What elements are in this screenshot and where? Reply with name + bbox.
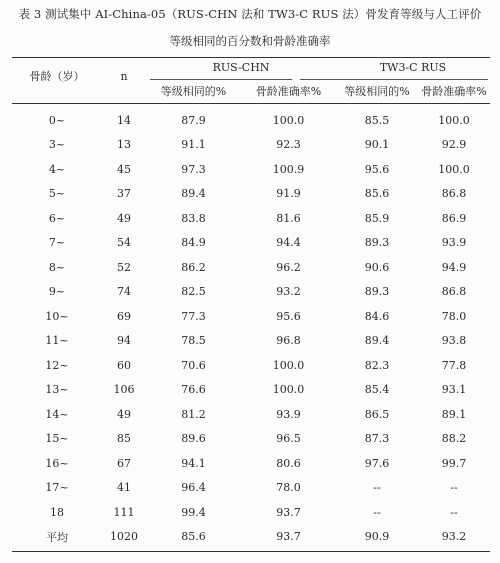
cell-tw3-acc: 100.0 — [438, 113, 470, 127]
cell-rus-acc: 93.2 — [276, 285, 301, 299]
table-row — [12, 500, 490, 525]
cell-tw3-acc: 86.8 — [441, 187, 467, 201]
cell-tw3-same: 90.6 — [364, 260, 390, 274]
cell-tw3-same: 90.1 — [364, 138, 390, 152]
cell-rus-same: 96.4 — [181, 481, 206, 495]
cell-rus-same: 91.1 — [181, 138, 206, 152]
table-row — [12, 476, 490, 501]
cell-n: 37 — [117, 187, 131, 201]
group-rule-tw3 — [300, 79, 488, 80]
cell-n: 85 — [117, 432, 131, 446]
cell-rus-same: 87.9 — [181, 113, 206, 127]
table-row — [12, 353, 490, 378]
cell-tw3-same: 87.3 — [364, 432, 390, 446]
table-row — [12, 157, 490, 182]
cell-rus-same: 97.3 — [181, 162, 206, 176]
cell-age: 9~ — [48, 285, 66, 299]
data-table — [12, 108, 490, 549]
cell-n: 67 — [117, 456, 131, 470]
cell-rus-same: 83.8 — [181, 211, 206, 225]
cell-age: 平均 — [46, 530, 68, 544]
cell-rus-acc: 78.0 — [276, 481, 301, 495]
cell-rus-same: 89.4 — [181, 187, 206, 201]
header-tw3-acc: 骨龄准确率% — [421, 85, 487, 98]
cell-tw3-same: 95.6 — [364, 162, 390, 176]
header-n: n — [120, 70, 128, 83]
cell-tw3-same: 89.3 — [364, 285, 390, 299]
table-body — [12, 108, 490, 549]
cell-rus-same: 89.6 — [181, 432, 206, 446]
header-rus-same: 等级相同的% — [160, 85, 227, 98]
cell-rus-acc: 94.4 — [276, 236, 301, 250]
cell-n: 54 — [117, 236, 131, 250]
table-row — [12, 378, 490, 403]
cell-n: 106 — [113, 383, 135, 397]
cell-n: 45 — [117, 162, 131, 176]
table-row — [12, 525, 490, 550]
cell-n: 111 — [113, 505, 135, 519]
cell-tw3-same: -- — [373, 481, 381, 495]
header-group-rus-chn: RUS-CHN — [212, 61, 270, 74]
cell-tw3-same: 85.4 — [364, 383, 390, 397]
cell-rus-acc: 100.0 — [272, 383, 305, 397]
cell-tw3-acc: -- — [450, 481, 458, 495]
cell-tw3-same: 82.3 — [364, 358, 390, 372]
cell-rus-acc: 81.6 — [276, 211, 301, 225]
cell-tw3-same: 89.3 — [364, 236, 390, 250]
cell-age: 14~ — [45, 407, 69, 421]
header-rus-acc: 骨龄准确率% — [255, 85, 322, 98]
cell-age: 12~ — [45, 358, 69, 372]
cell-n: 49 — [117, 407, 131, 421]
cell-rus-acc: 96.8 — [276, 334, 301, 348]
cell-n: 1020 — [110, 530, 138, 544]
cell-age: 15~ — [45, 432, 69, 446]
cell-n: 41 — [117, 481, 131, 495]
cell-tw3-same: 90.9 — [364, 530, 390, 544]
cell-tw3-acc: 93.8 — [441, 334, 467, 348]
table-row — [12, 231, 490, 256]
cell-n: 13 — [117, 138, 131, 152]
cell-rus-acc: 92.3 — [276, 138, 301, 152]
table-row — [12, 451, 490, 476]
cell-rus-acc: 91.9 — [276, 187, 301, 201]
table-row — [12, 182, 490, 207]
cell-tw3-same: 89.4 — [364, 334, 390, 348]
cell-rus-same: 76.6 — [181, 383, 206, 397]
cell-age: 8~ — [48, 260, 66, 274]
cell-tw3-acc: 77.8 — [441, 358, 467, 372]
cell-age: 17~ — [45, 481, 69, 495]
cell-tw3-acc: 93.1 — [441, 383, 467, 397]
cell-age: 10~ — [45, 309, 69, 323]
cell-n: 14 — [117, 113, 131, 127]
cell-n: 69 — [117, 309, 131, 323]
cell-age: 3~ — [48, 138, 66, 152]
cell-rus-same: 82.5 — [181, 285, 206, 299]
cell-tw3-same: -- — [373, 505, 381, 519]
cell-age: 18 — [50, 505, 64, 519]
cell-tw3-same: 84.6 — [364, 309, 390, 323]
cell-tw3-same: 85.6 — [364, 187, 390, 201]
cell-rus-acc: 96.5 — [276, 432, 301, 446]
cell-rus-acc: 93.7 — [276, 505, 301, 519]
cell-tw3-same: 85.5 — [364, 113, 390, 127]
cell-tw3-same: 97.6 — [364, 456, 390, 470]
cell-age: 5~ — [48, 187, 66, 201]
cell-tw3-acc: 86.8 — [441, 285, 467, 299]
header-group-tw3: TW3-C RUS — [379, 61, 447, 74]
cell-rus-acc: 95.6 — [276, 309, 301, 323]
table-row — [12, 133, 490, 158]
table-row — [12, 255, 490, 280]
cell-tw3-acc: 93.9 — [441, 236, 467, 250]
cell-rus-acc: 100.0 — [272, 113, 305, 127]
table-row — [12, 304, 490, 329]
cell-age: 13~ — [45, 383, 69, 397]
cell-n: 74 — [117, 285, 131, 299]
table-row — [12, 108, 490, 133]
cell-n: 60 — [117, 358, 131, 372]
bottom-rule — [12, 551, 490, 552]
cell-tw3-acc: 94.9 — [441, 260, 467, 274]
table-row — [12, 206, 490, 231]
cell-n: 94 — [117, 334, 131, 348]
cell-rus-acc: 96.2 — [276, 260, 301, 274]
cell-rus-acc: 100.0 — [272, 358, 305, 372]
cell-rus-acc: 80.6 — [276, 456, 301, 470]
cell-tw3-acc: 78.0 — [441, 309, 467, 323]
table-row — [12, 427, 490, 452]
cell-rus-same: 85.6 — [181, 530, 206, 544]
cell-age: 6~ — [48, 211, 66, 225]
cell-rus-same: 86.2 — [181, 260, 206, 274]
cell-rus-acc: 93.9 — [276, 407, 301, 421]
cell-n: 49 — [117, 211, 131, 225]
cell-tw3-acc: 89.1 — [441, 407, 467, 421]
cell-rus-same: 78.5 — [181, 334, 206, 348]
top-rule — [12, 57, 490, 58]
cell-rus-same: 94.1 — [181, 456, 206, 470]
cell-tw3-acc: 99.7 — [441, 456, 467, 470]
table-row — [12, 329, 490, 354]
cell-tw3-acc: 100.0 — [438, 162, 470, 176]
cell-tw3-same: 85.9 — [364, 211, 390, 225]
cell-age: 11~ — [45, 334, 69, 348]
cell-rus-same: 84.9 — [181, 236, 206, 250]
cell-tw3-acc: 92.9 — [441, 138, 467, 152]
cell-age: 7~ — [48, 236, 66, 250]
cell-rus-same: 70.6 — [181, 358, 206, 372]
table-row — [12, 280, 490, 305]
cell-tw3-acc: -- — [450, 505, 458, 519]
header-tw3-same: 等级相同的% — [344, 85, 410, 98]
cell-rus-same: 81.2 — [181, 407, 206, 421]
cell-n: 52 — [117, 260, 131, 274]
cell-age: 0~ — [48, 113, 66, 127]
header-rule — [12, 103, 490, 104]
cell-rus-same: 77.3 — [181, 309, 206, 323]
cell-tw3-acc: 93.2 — [441, 530, 467, 544]
group-rule-rus-chn — [150, 79, 292, 80]
cell-tw3-acc: 88.2 — [441, 432, 467, 446]
header-age: 骨龄（岁） — [29, 70, 85, 83]
cell-rus-same: 99.4 — [181, 505, 206, 519]
cell-age: 4~ — [48, 162, 66, 176]
table-title: 表 3 测试集中 AI-China-05（RUS-CHN 法和 TW3-C RUS 法）骨发育等级与人工评价 — [18, 7, 482, 21]
table-subtitle: 等级相同的百分数和骨龄准确率 — [169, 34, 331, 48]
table-row — [12, 402, 490, 427]
cell-rus-acc: 100.9 — [272, 162, 305, 176]
cell-tw3-acc: 86.9 — [441, 211, 467, 225]
cell-age: 16~ — [45, 456, 69, 470]
cell-tw3-same: 86.5 — [364, 407, 390, 421]
cell-rus-acc: 93.7 — [276, 530, 301, 544]
